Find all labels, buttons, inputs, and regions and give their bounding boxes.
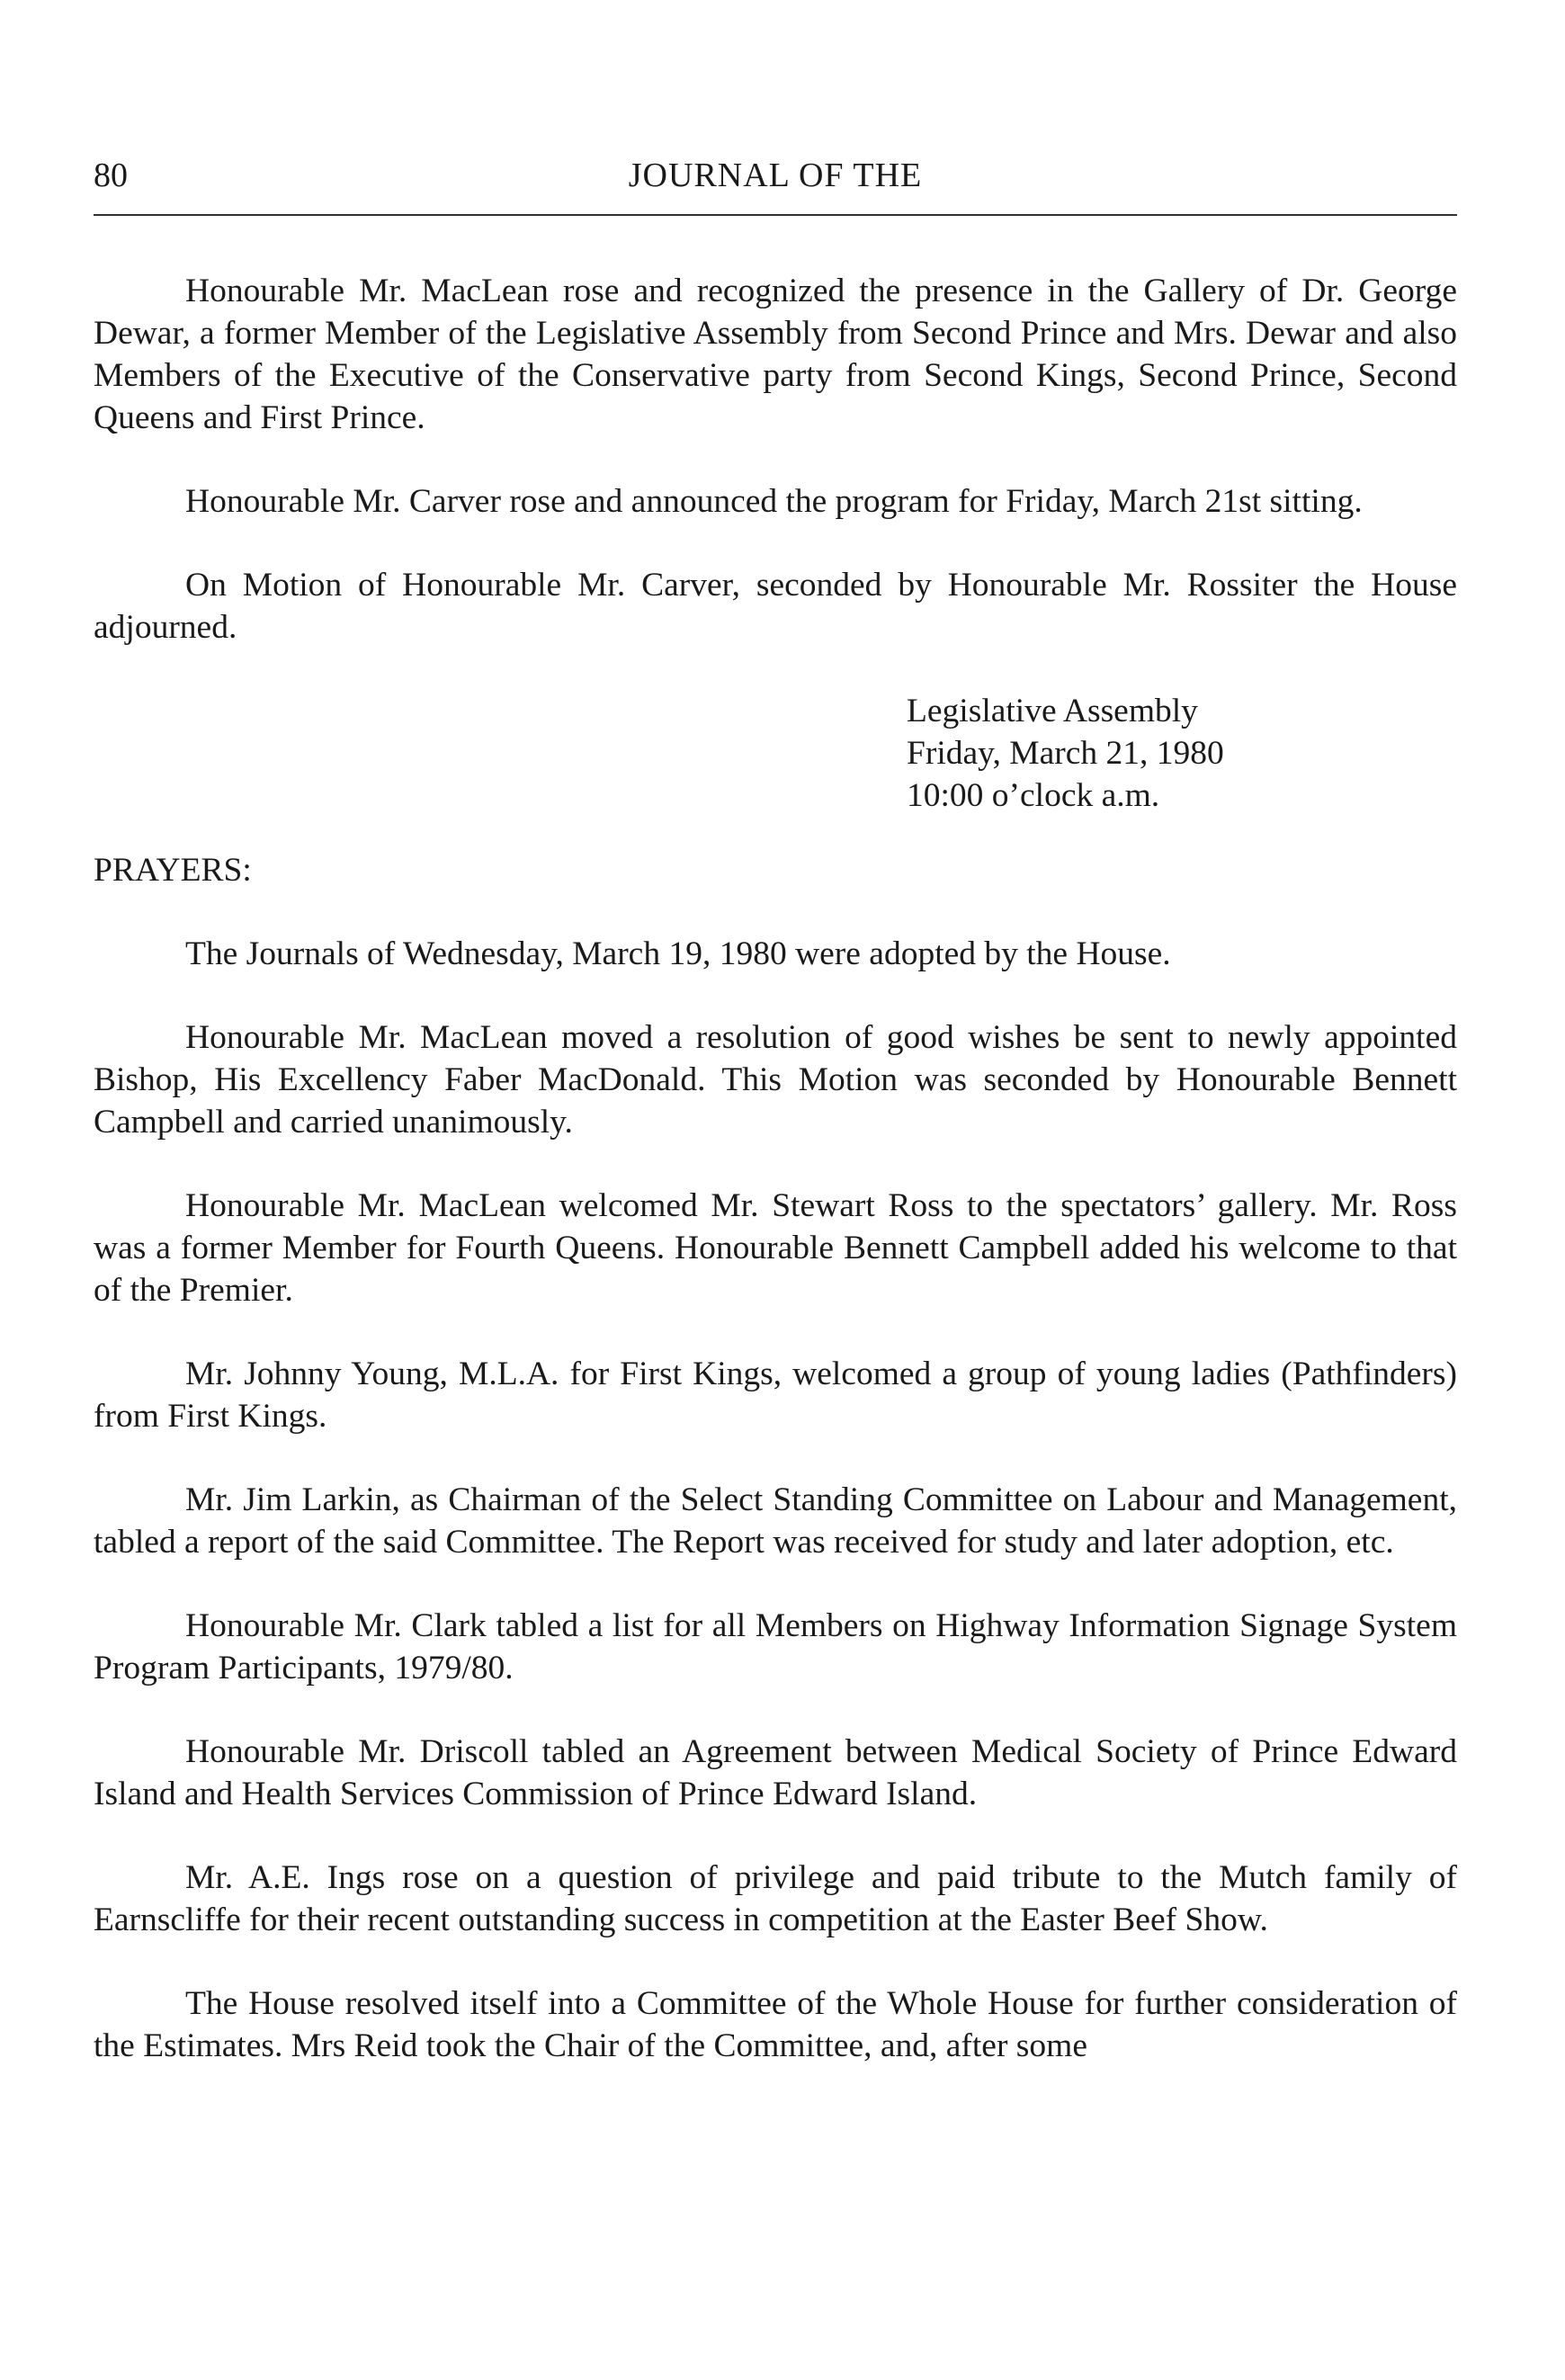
- paragraph-committee-report: Mr. Jim Larkin, as Chairman of the Select Standing Committee on Labour and Management, tabled a report of the said Committee. The Report was received for study and later adoption, etc.: [94, 1481, 1457, 1561]
- paragraph-ross-welcome: Honourable Mr. MacLean welcomed Mr. Stewart Ross to the spectators’ gallery. Mr. Ross was a former Member for Fourth Queens. Honourable Bennett Campbell added his welcome to that of the Premier.: [94, 1187, 1457, 1309]
- dateline-body: Legislative Assembly: [907, 693, 1198, 729]
- dateline-time: 10:00 o’clock a.m.: [907, 777, 1160, 814]
- paragraph-medical-agreement: Honourable Mr. Driscoll tabled an Agreement between Medical Society of Prince Edward Island and Health Services Commission of Prince Edward Island.: [94, 1733, 1457, 1812]
- paragraph-bishop-resolution: Honourable Mr. MacLean moved a resolution of good wishes be sent to newly appointed Bishop, His Excellency Faber MacDonald. This Motion was seconded by Honourable Bennett Campbell and carried unanimously.: [94, 1019, 1457, 1141]
- paragraph-gallery-recognition: Honourable Mr. MacLean rose and recognized the presence in the Gallery of Dr. George Dewar, a former Member of the Legislative Assembly from Second Prince and Mrs. Dewar and also Members of the Executive of the Conservative party from Second Kings, Second Prince, Second Queens and First Prince.: [94, 273, 1457, 436]
- paragraph-journals-adopted: The Journals of Wednesday, March 19, 1980 were adopted by the House.: [185, 935, 1171, 972]
- prayers-heading: PRAYERS:: [94, 852, 252, 889]
- paragraph-mutch-tribute: Mr. A.E. Ings rose on a question of privilege and paid tribute to the Mutch family of Earnscliffe for their recent outstanding success in competition at the Easter Beef Show.: [94, 1859, 1457, 1938]
- running-title: JOURNAL OF THE: [628, 157, 923, 194]
- dateline-date: Friday, March 21, 1980: [907, 735, 1224, 772]
- journal-body: [94, 270, 1457, 2108]
- page-header: [94, 153, 1457, 198]
- paragraph-committee-of-whole: The House resolved itself into a Committee of the Whole House for further consideration of the Estimates. Mrs Reid took the Chair of the Committee, and, after some: [94, 1985, 1457, 2064]
- paragraph-pathfinders-welcome: Mr. Johnny Young, M.L.A. for First Kings, welcomed a group of young ladies (Pathfinders) from First Kings.: [94, 1356, 1457, 1435]
- sitting-dateline: [907, 690, 1457, 817]
- page-number: 80: [94, 157, 128, 194]
- paragraph-highway-signage: Honourable Mr. Clark tabled a list for all Members on Highway Information Signage System Program Participants, 1979/80.: [94, 1607, 1457, 1687]
- paragraph-adjournment: On Motion of Honourable Mr. Carver, seconded by Honourable Mr. Rossiter the House adjourned.: [94, 567, 1457, 646]
- header-rule: [94, 214, 1457, 216]
- paragraph-program-announcement: Honourable Mr. Carver rose and announced the program for Friday, March 21st sitting.: [185, 483, 1363, 520]
